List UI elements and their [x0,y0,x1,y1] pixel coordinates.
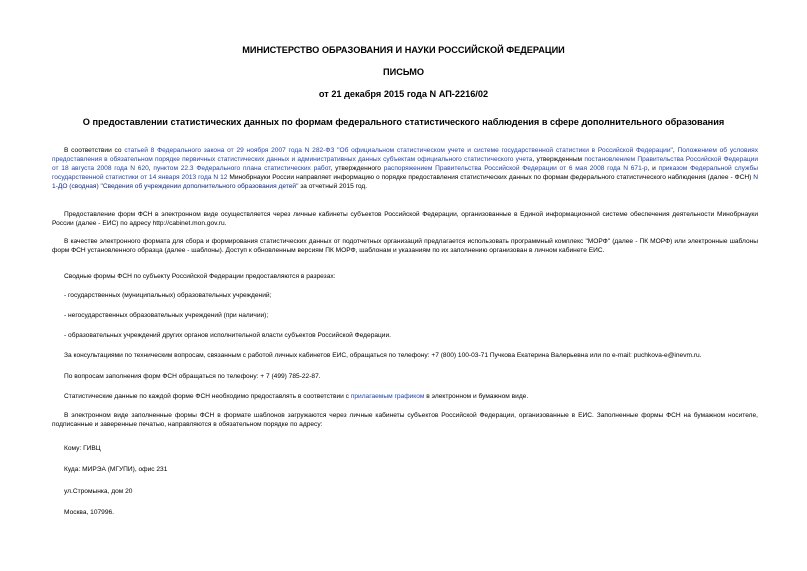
list-item: - образовательных учреждений других органов исполнительной власти субъектов Российской Федерации. [64,332,391,339]
statistical-plan-link[interactable]: пунктом 22.3 Федерального плана статистических работ [153,165,331,172]
address-city: Москва, 107996. [64,509,115,516]
paragraph-text: за отчетный 2015 год. [298,183,368,190]
paragraph-text: в электронном и бумажном виде. [424,393,529,400]
paragraph-text: , [148,165,154,172]
paragraph-text: В соответствии со [64,147,125,154]
document-subject: О предоставлении статистических данных по формам федерального статистического наблюдения в сфере дополнительного образования [82,117,725,127]
government-decree-link[interactable]: постановлением Правительства Российской Федерации от 18 августа 2008 года N 620 [52,156,759,172]
paragraph-text: , утвержденного [330,165,384,172]
paragraph-text: , утвержденным [532,156,585,163]
document-type-heading: ПИСЬМО [382,67,425,77]
regulation-link[interactable]: Положением об условиях предоставления в обязательном порядке первичных статистических данных и административных данных субъектам официального статистического учета [52,147,759,163]
paragraph-text: Минобрнауки России направляет информацию о порядке предоставления статистических данных по формам федерального статистического наблюдения (далее - ФСН) [227,174,754,181]
paragraph-text: Статистические данные по каждой форме ФСН необходимо предоставлять в соответствии с [64,393,351,400]
law-link[interactable]: статьей 8 Федерального закона от 29 ноября 2007 года N 282-ФЗ "Об официальном статистическом учете и системе государственной статистики в Российской Федерации" [124,147,673,154]
rosstat-order-link[interactable]: приказом Федеральной службы государственной статистики от 14 января 2013 года N 12 [52,165,758,181]
document-date-number: от 21 декабря 2015 года N АП-2216/02 [318,89,489,99]
address-destination: Куда: МИРЭА (МГУПИ), офис 231 [64,466,168,473]
paragraph-electronic-format: В качестве электронного формата для сбора и формирования статистических данных от подотчетных организаций предлагается использовать программный комплекс "МОРФ" (далее - ПК МОРФ) или электронные шаблоны форм ФСН установленного образца (далее - шаблоны). Доступ к обновленным версиям ПК МОРФ, шаблонам и указаниям по их заполнению организован в личном кабинете ЕИС. [52,238,758,254]
paragraph-summary-forms: Сводные формы ФСН по субъекту Российской Федерации предоставляются в разрезах: [64,273,336,280]
paragraph-electronic-submission: Предоставление форм ФСН в электронном виде осуществляется через личные кабинеты субъектов Российской Федерации, организованные в Единой информационной системе обеспечения деятельности Минобрнауки России (далее - ЕИС) по адресу http://cabinet.mon.gov.ru. [52,211,758,227]
ministry-heading: МИНИСТЕРСТВО ОБРАЗОВАНИЯ И НАУКИ РОССИЙСКОЙ ФЕДЕРАЦИИ [242,45,565,55]
paragraph-text: , и [647,165,659,172]
paragraph-technical-support: За консультациями по техническим вопросам, связанным с работой личных кабинетов ЕИС, обращаться по телефону: +7 (800) 100-03-71 Пучкова Екатерина Валерьевна или по e-mail: puchkova-e@inevm.ru. [64,352,702,359]
schedule-link[interactable]: прилагаемым графиком [350,393,425,400]
list-item: - негосударственных образовательных учреждений (при наличии); [64,312,269,319]
paragraph-paper-submission: В электронном виде заполненные формы ФСН в формате шаблонов загружаются через личные кабинеты субъектов Российской Федерации, организованные в ЕИС. Заполненные формы ФСН на бумажном носителе, подписанные и заверенные печатью, направляются в обязательном порядке по адресу: [52,412,758,428]
address-street: ул.Стромынка, дом 20 [64,488,133,495]
government-order-link[interactable]: распоряжением Правительства Российской Федерации от 6 мая 2008 года N 671-р [383,165,648,172]
paragraph-form-help: По вопросам заполнения форм ФСН обращаться по телефону: + 7 (499) 785-22-87. [64,373,321,380]
paragraph-legal-basis [52,146,758,191]
list-item: - государственных (муниципальных) образовательных учреждений; [64,292,272,299]
address-recipient: Кому: ГИВЦ [64,445,101,452]
paragraph-text: , [672,147,678,154]
paragraph-schedule [64,392,770,401]
form-1do-link[interactable]: N 1-ДО (сводная) "Сведения об учреждении дополнительного образования детей" [52,174,759,190]
